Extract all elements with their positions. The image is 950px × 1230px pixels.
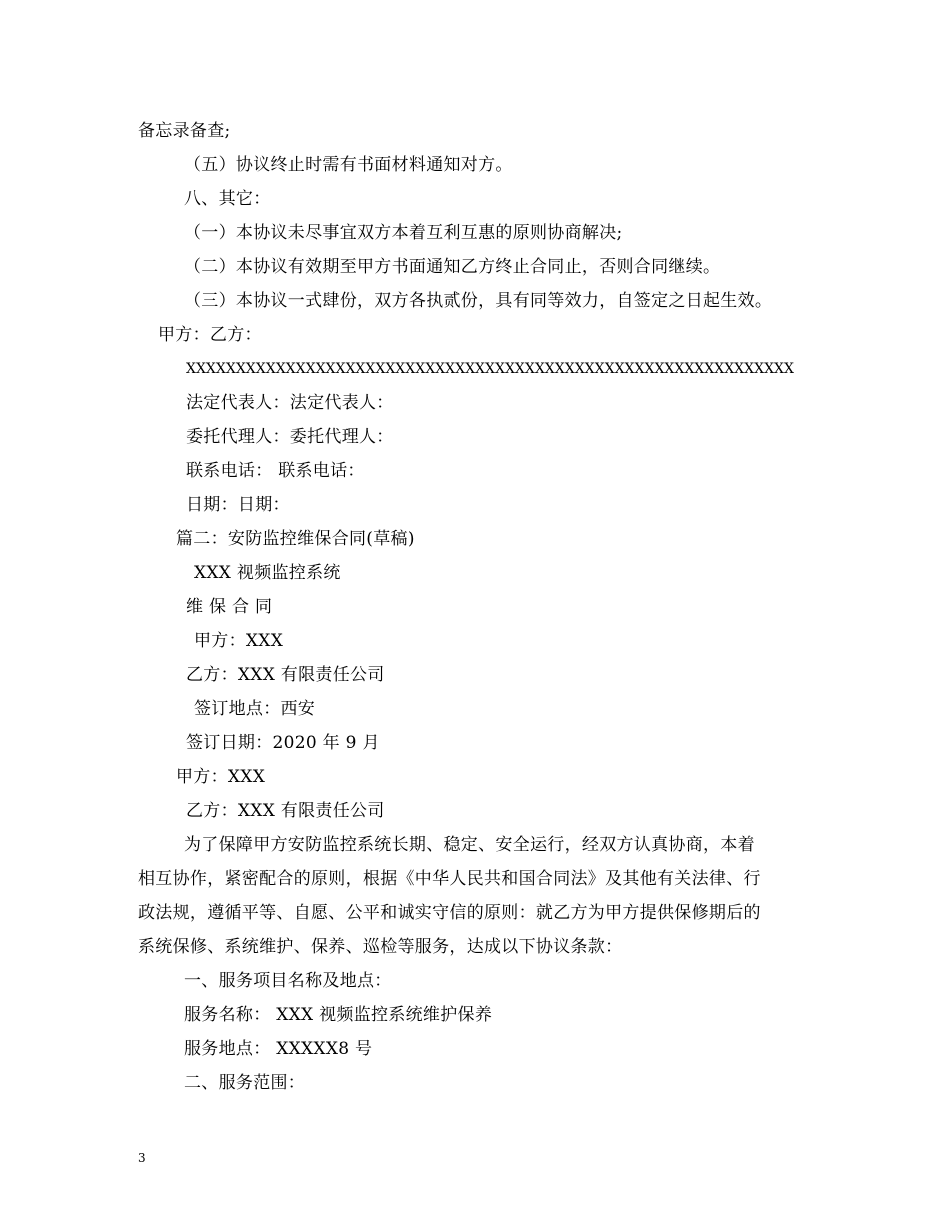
service-name: 服务名称： XXX 视频监控系统维护保养: [184, 1005, 493, 1025]
text-line-5: （二）本协议有效期至甲方书面通知乙方终止合同止，否则合同继续。: [184, 257, 721, 277]
party-a: 甲方：XXX: [176, 767, 266, 787]
text-line-2: （五）协议终止时需有书面材料通知对方。: [184, 155, 513, 175]
section-heading-8: 八、其它：: [184, 189, 271, 209]
page-number: 3: [138, 1151, 146, 1165]
party-a-cover: 甲方：XXX: [194, 631, 284, 651]
placeholder-x-line: XXXXXXXXXXXXXXXXXXXXXXXXXXXXXXXXXXXXXXXXXXXXXXXXXXXXXXXXXXXXX: [186, 361, 794, 377]
text-line-1: 备忘录备查;: [138, 121, 231, 141]
section-heading-2: 二、服务范围：: [184, 1073, 306, 1093]
paragraph-line-1: 为了保障甲方安防监控系统长期、稳定、安全运行，经双方认真协商，本着: [184, 835, 755, 855]
signature-parties: 甲方：乙方：: [158, 325, 262, 345]
signature-date: 日期：日期：: [186, 495, 290, 515]
authorized-agent: 委托代理人：委托代理人：: [186, 427, 394, 447]
contract-system-name: XXX 视频监控系统: [194, 563, 341, 583]
legal-representative: 法定代表人：法定代表人：: [186, 393, 394, 413]
contact-phone: 联系电话： 联系电话：: [186, 461, 365, 481]
party-b-cover: 乙方：XXX 有限责任公司: [186, 665, 385, 685]
party-b: 乙方：XXX 有限责任公司: [186, 801, 385, 821]
paragraph-line-3: 政法规，遵循平等、自愿、公平和诚实守信的原则：就乙方为甲方提供保修期后的: [138, 903, 761, 923]
paragraph-line-4: 系统保修、系统维护、保养、巡检等服务，达成以下协议条款：: [138, 937, 623, 957]
signing-place: 签订地点：西安: [194, 699, 316, 719]
contract-title: 维 保 合 同: [186, 597, 273, 617]
section-heading-1: 一、服务项目名称及地点：: [184, 971, 392, 991]
text-line-6: （三）本协议一式肆份，双方各执贰份，具有同等效力，自签定之日起生效。: [184, 291, 773, 311]
service-location: 服务地点： XXXXX8 号: [184, 1039, 373, 1059]
chapter-title: 篇二：安防监控维保合同(草稿): [176, 529, 415, 549]
text-line-4: （一）本协议未尽事宜双方本着互利互惠的原则协商解决;: [184, 223, 623, 243]
paragraph-line-2: 相互协作，紧密配合的原则，根据《中华人民共和国合同法》及其他有关法律、行: [138, 869, 761, 889]
signing-date: 签订日期：2020 年 9 月: [186, 733, 380, 753]
